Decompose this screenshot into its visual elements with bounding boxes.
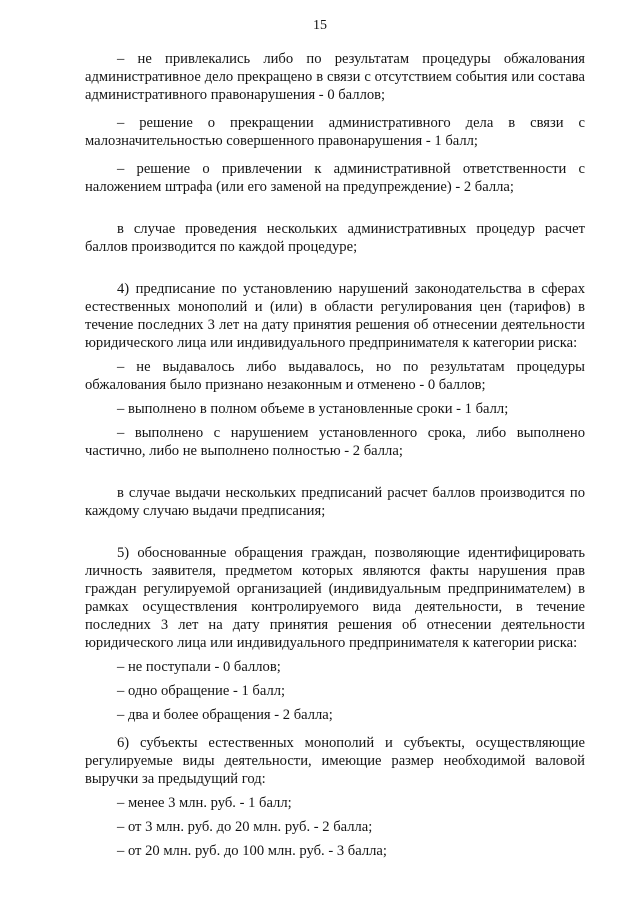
note-multiple-prescriptions: в случае выдачи нескольких предписаний расчет баллов производится по каждому случаю выдачи предписания; (85, 485, 585, 519)
section-5-appeals: 5) обоснованные обращения граждан, позволяющие идентифицировать личность заявителя, предметом которых являются факты нарушения прав граждан регулируемой организацией (индивидуальным предпринимателем) в рамках осуществления контролируемого вида деятельности, в течение последних 3 лет на дату принятия решения об отнесении деятельности юридического лица или индивидуального предпринимателя к категории риска: (85, 545, 585, 651)
list-item-two-appeals: – два и более обращения - 2 балла; (117, 707, 333, 723)
page-number: 15 (313, 18, 327, 33)
list-item-not-involved: – не привлекались либо по результатам процедуры обжалования административное дело прекращено в связи с отсутствием события или состава административного правонарушения - 0 баллов; (85, 51, 585, 103)
list-item-revenue-20m-100m: – от 20 млн. руб. до 100 млн. руб. - 3 балла; (117, 843, 387, 859)
list-item-fulfilled: – выполнено в полном объеме в установленные сроки - 1 балл; (117, 401, 509, 417)
section-4-prescription: 4) предписание по установлению нарушений законодательства в сферах естественных монополий и (или) в области регулирования цен (тарифов) в течение последних 3 лет на дату принятия решения об отнесении деятельности юридического лица или индивидуального предпринимателя к категории риска: (85, 281, 585, 351)
list-item-fine-imposed: – решение о привлечении к административной ответственности с наложением штрафа (или его заменой на предупреждение) - 2 балла; (85, 161, 585, 195)
list-item-not-issued: – не выдавалось либо выдавалось, но по результатам процедуры обжалования было признано незаконным и отменено - 0 баллов; (85, 359, 585, 393)
note-multiple-procedures: в случае проведения нескольких административных процедур расчет баллов производится по каждой процедуре; (85, 221, 585, 255)
list-item-case-terminated: – решение о прекращении административного дела в связи с малозначительностью совершенного правонарушения - 1 балл; (85, 115, 585, 149)
list-item-revenue-under-3m: – менее 3 млн. руб. - 1 балл; (117, 795, 292, 811)
document-body (85, 50, 585, 860)
list-item-fulfilled-late: – выполнено с нарушением установленного срока, либо выполнено частично, либо не выполнено полностью - 2 балла; (85, 425, 585, 459)
section-6-revenue: 6) субъекты естественных монополий и субъекты, осуществляющие регулируемые виды деятельности, имеющие размер необходимой валовой выручки за предыдущий год: (85, 735, 585, 787)
list-item-revenue-3m-20m: – от 3 млн. руб. до 20 млн. руб. - 2 балла; (117, 819, 373, 835)
list-item-one-appeal: – одно обращение - 1 балл; (117, 683, 286, 699)
list-item-no-appeals: – не поступали - 0 баллов; (117, 659, 281, 675)
